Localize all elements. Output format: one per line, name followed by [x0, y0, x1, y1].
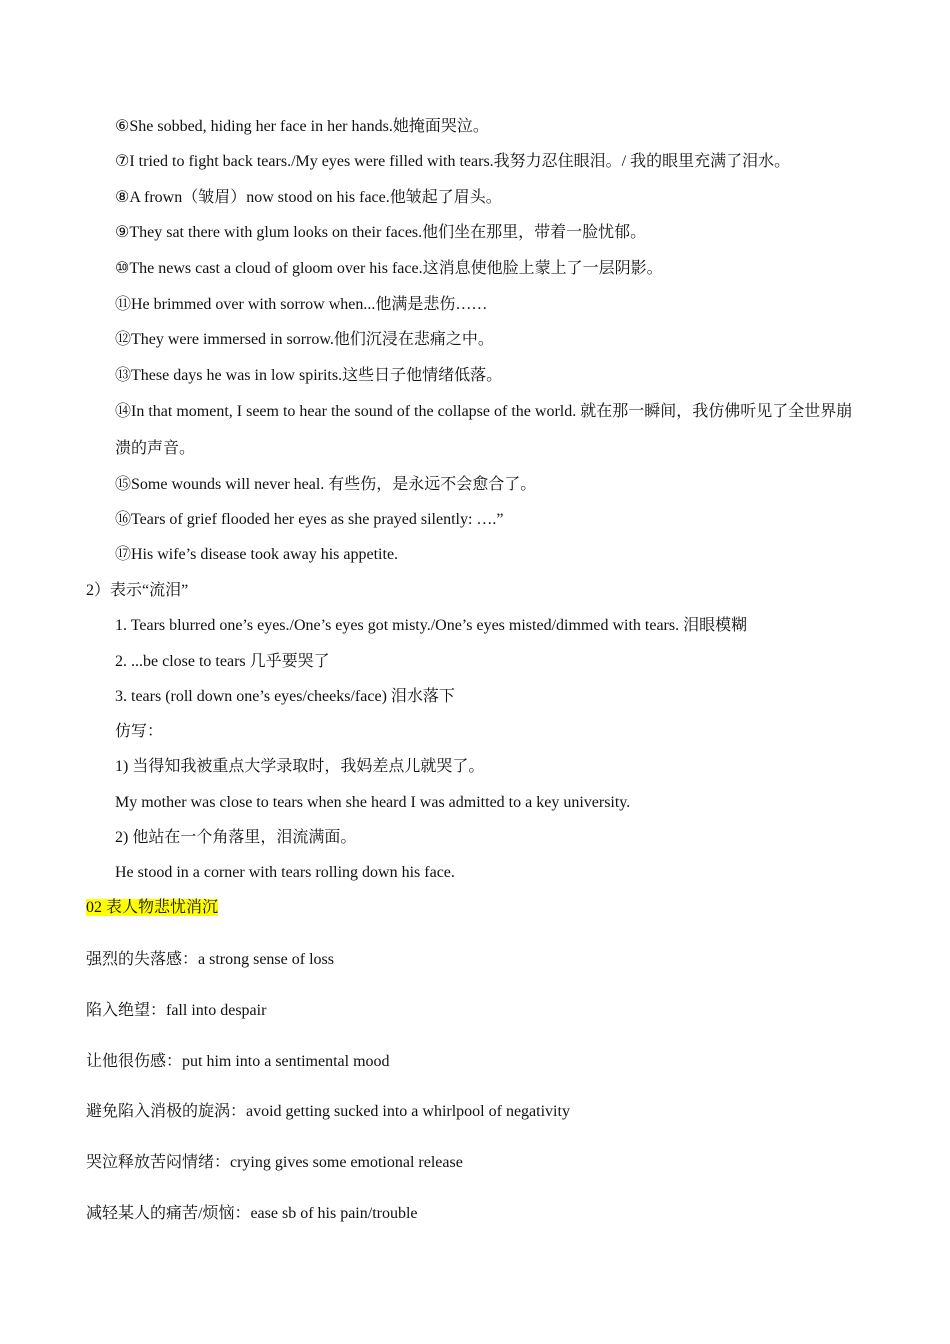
example-12: ⑫They were immersed in sorrow.他们沉浸在悲痛之中。: [115, 331, 494, 348]
example-7: ⑦I tried to fight back tears./My eyes were filled with tears.我努力忍住眼泪。/ 我的眼里充满了泪水。: [115, 153, 791, 170]
phrase-6: 减轻某人的痛苦/烦恼：ease sb of his pain/trouble: [86, 1205, 418, 1222]
practice-1-english: My mother was close to tears when she heard I was admitted to a key university.: [115, 794, 631, 811]
example-6: ⑥She sobbed, hiding her face in her hands.她掩面哭泣。: [115, 118, 489, 135]
phrase-4: 避免陷入消极的旋涡：avoid getting sucked into a whirlpool of negativity: [86, 1103, 570, 1120]
phrase-2: 陷入绝望：fall into despair: [86, 1002, 267, 1019]
example-9: ⑨They sat there with glum looks on their faces.他们坐在那里，带着一脸忧郁。: [115, 224, 647, 241]
example-10: ⑩The news cast a cloud of gloom over his face.这消息使他脸上蒙上了一层阴影。: [115, 260, 663, 277]
example-17: ⑰His wife’s disease took away his appetite.: [115, 546, 399, 563]
example-14: ⑭In that moment, I seem to hear the sound of the collapse of the world. 就在那一瞬间，我仿佛听见了全世界崩溃的声音。: [115, 403, 853, 457]
example-15: ⑮Some wounds will never heal. 有些伤，是永远不会愈合了。: [115, 476, 537, 493]
section-2-heading: 2）表示“流泪”: [86, 582, 189, 599]
practice-2-chinese: 2) 他站在一个角落里，泪流满面。: [115, 829, 357, 846]
example-11: ⑪He brimmed over with sorrow when...他满是悲伤……: [115, 296, 488, 313]
practice-2-english: He stood in a corner with tears rolling down his face.: [115, 864, 455, 881]
phrase-5: 哭泣释放苦闷情绪：crying gives some emotional release: [86, 1154, 463, 1171]
highlighted-heading: 02 表人物悲忧消沉: [86, 899, 219, 916]
practice-1-chinese: 1) 当得知我被重点大学录取时，我妈差点儿就哭了。: [115, 758, 485, 775]
tears-item-3: 3. tears (roll down one’s eyes/cheeks/face) 泪水落下: [115, 688, 455, 705]
tears-item-1: 1. Tears blurred one’s eyes./One’s eyes got misty./One’s eyes misted/dimmed with tears. 泪眼模糊: [115, 617, 748, 634]
example-8: ⑧A frown（皱眉）now stood on his face.他皱起了眉头。: [115, 189, 502, 206]
section-02-heading: [86, 898, 218, 918]
practice-label: 仿写：: [115, 723, 164, 740]
phrase-3: 让他很伤感：put him into a sentimental mood: [86, 1053, 390, 1070]
example-13: ⑬These days he was in low spirits.这些日子他情绪低落。: [115, 367, 503, 384]
example-16: ⑯Tears of grief flooded her eyes as she prayed silently: ….”: [115, 511, 504, 528]
tears-item-2: 2. ...be close to tears 几乎要哭了: [115, 653, 330, 670]
phrase-1: 强烈的失落感：a strong sense of loss: [86, 951, 334, 968]
